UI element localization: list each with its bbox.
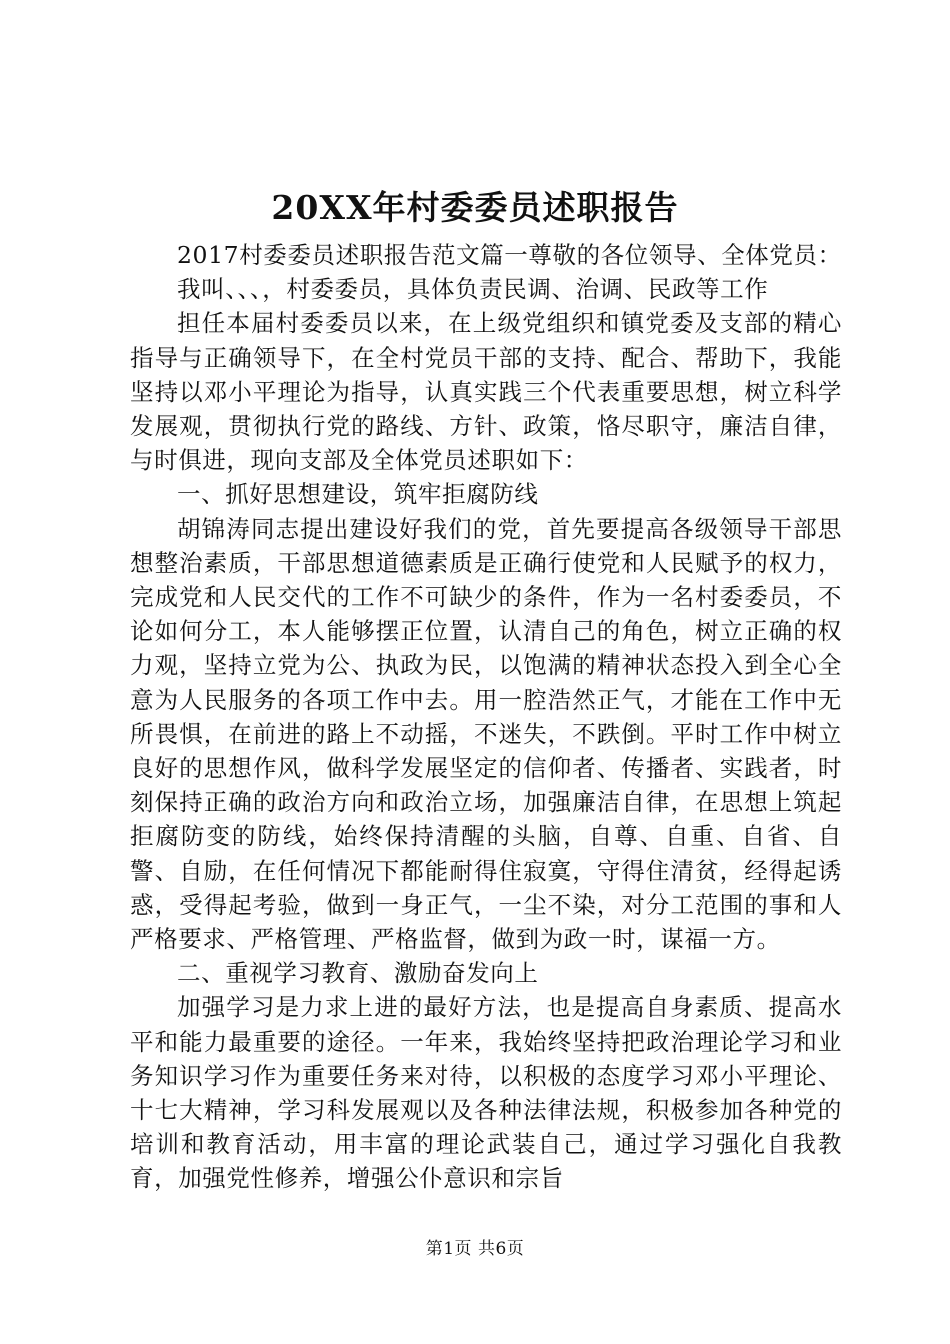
- document-title: 20XX年村委委员述职报告: [271, 188, 679, 227]
- paragraph-introduction: 我叫、、、，村委委员，具体负责民调、治调、民政等工作: [177, 275, 769, 304]
- paragraph-section-1: 胡锦涛同志提出建设好我们的党，首先要提高各级领导干部思想整治素质，干部思想道德素质是正确行使党和人民赋予的权力，完成党和人民交代的工作不可缺少的条件，作为一名村委委员，不论如何分工，本人能够摆正位置，认清自己的角色，树立正确的权力观，坚持立党为公、执政为民，以饱满的精神状态投入到全心全意为人民服务的各项工作中去。用一腔浩然正气，才能在工作中无所畏惧，在前进的路上不动摇，不迷失，不跌倒。平时工作中树立良好的思想作风，做科学发展坚定的信仰者、传播者、实践者，时刻保持正确的政治方向和政治立场，加强廉洁自律，在思想上筑起拒腐防变的防线，始终保持清醒的头脑，自尊、自重、自省、自警、自励，在任何情况下都能耐得住寂寞，守得住清贫，经得起诱惑，受得起考验，做到一身正气，一尘不染，对分工范围的事和人严格要求、严格管理、严格监督，做到为政一时，谋福一方。: [130, 514, 842, 954]
- paragraph-greeting: 2017村委委员述职报告范文篇一尊敬的各位领导、全体党员：: [177, 241, 842, 269]
- section-heading-1: 一、抓好思想建设，筑牢拒腐防线: [177, 480, 539, 509]
- paragraph-overview: 担任本届村委委员以来，在上级党组织和镇党委及支部的精心指导与正确领导下，在全村党员干部的支持、配合、帮助下，我能坚持以邓小平理论为指导，认真实践三个代表重要思想，树立科学发展观，贯彻执行党的路线、方针、政策，恪尽职守，廉洁自律，与时俱进，现向支部及全体党员述职如下：: [130, 309, 842, 475]
- section-heading-2: 二、重视学习教育、激励奋发向上: [177, 959, 539, 988]
- page-number-footer: 第1页 共6页: [425, 1239, 525, 1259]
- document-body: [130, 238, 842, 1196]
- paragraph-section-2: 加强学习是力求上进的最好方法，也是提高自身素质、提高水平和能力最重要的途径。一年来，我始终坚持把政治理论学习和业务知识学习作为重要任务来对待，以积极的态度学习邓小平理论、十七大精神，学习科发展观以及各种法律法规，积极参加各种党的培训和教育活动，用丰富的理论武装自己，通过学习强化自我教育，加强党性修养，增强公仆意识和宗旨: [130, 993, 842, 1193]
